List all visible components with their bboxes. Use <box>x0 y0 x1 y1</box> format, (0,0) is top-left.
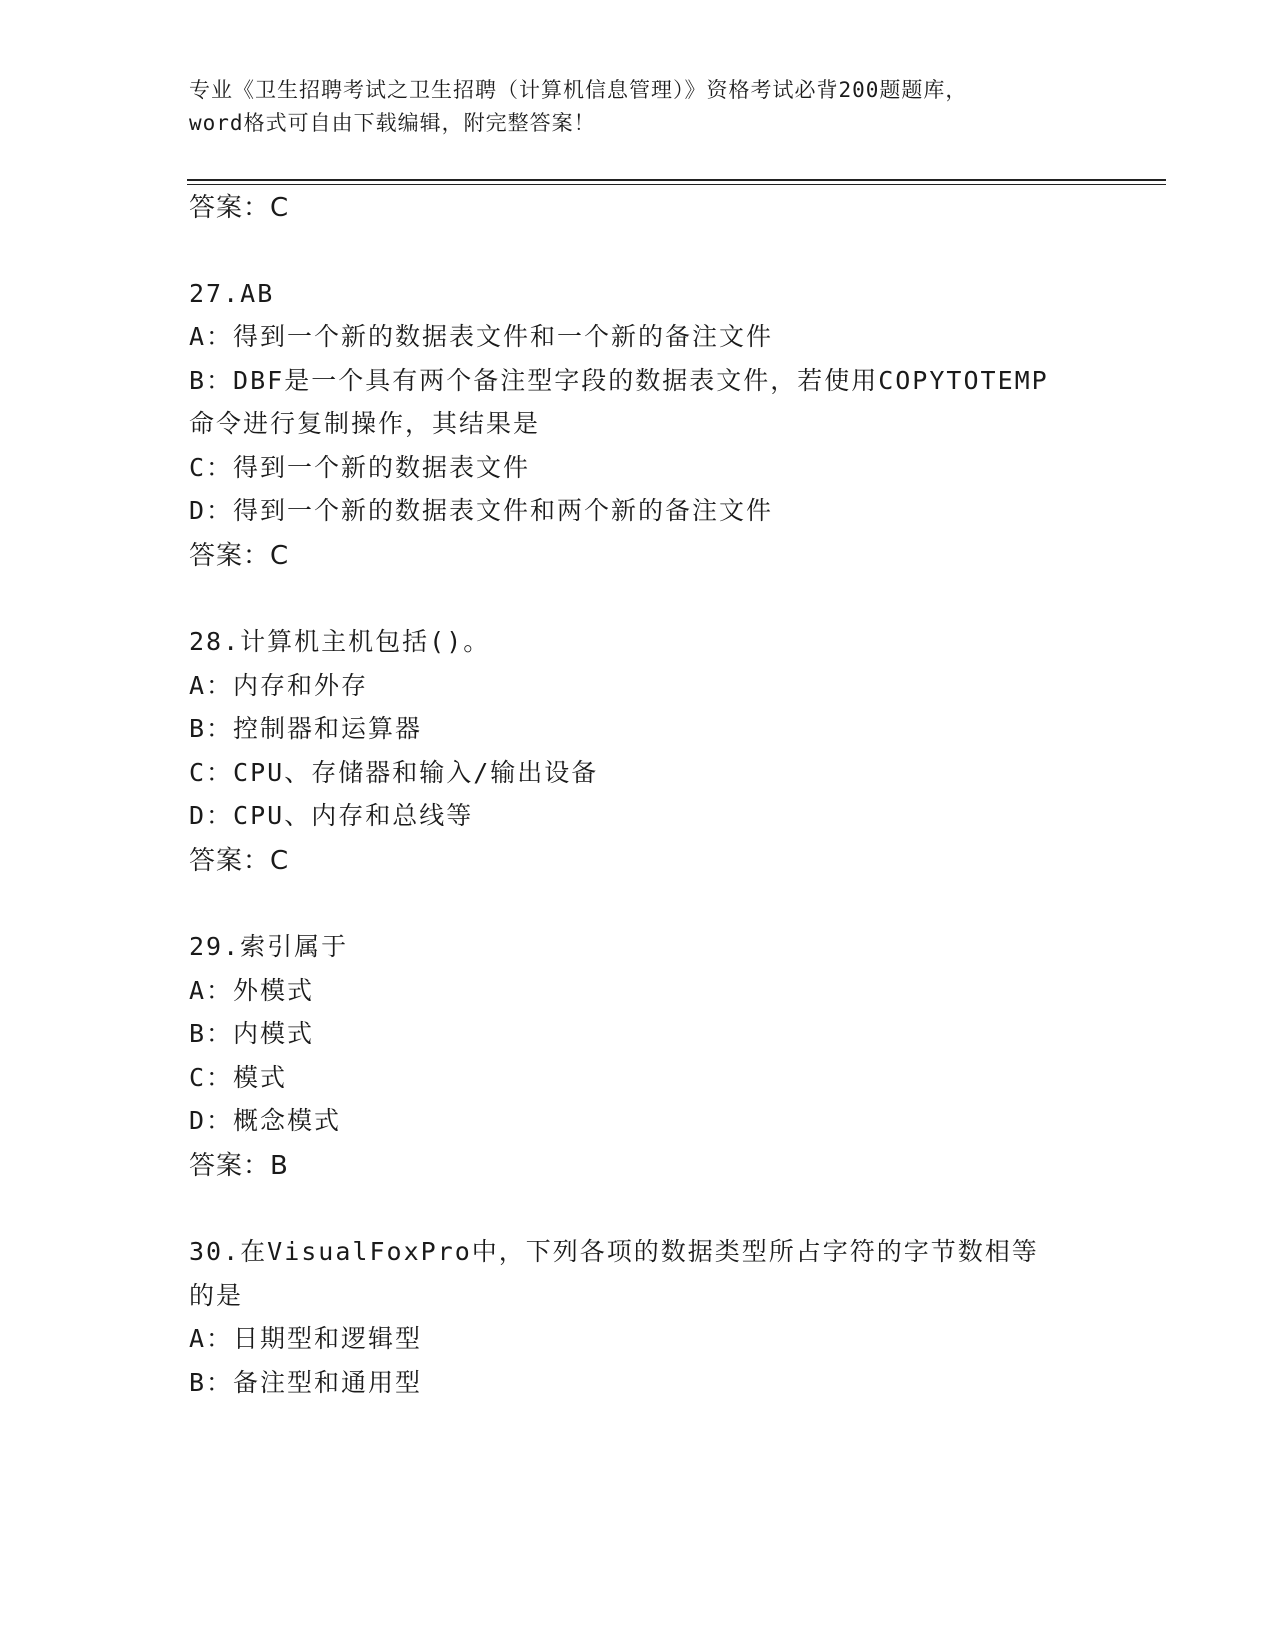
header-divider-thin <box>187 184 1166 185</box>
question-27-answer: 答案：C <box>189 541 290 571</box>
question-27-option-c: C：得到一个新的数据表文件 <box>189 453 531 482</box>
question-28-option-b: B：控制器和运算器 <box>189 714 423 743</box>
document-header <box>189 74 1089 140</box>
question-29-option-b: B：内模式 <box>189 1019 315 1048</box>
header-line-1: 专业《卫生招聘考试之卫生招聘（计算机信息管理）》资格考试必背200题题库， <box>189 78 968 102</box>
question-29-option-c: C：模式 <box>189 1063 288 1092</box>
question-28-answer: 答案：C <box>189 846 290 876</box>
question-27-option-b-line1: B：DBF是一个具有两个备注型字段的数据表文件，若使用COPYTOTEMP <box>189 366 1049 395</box>
header-line-2: word格式可自由下载编辑，附完整答案！ <box>189 111 596 135</box>
question-30-option-a: A：日期型和逻辑型 <box>189 1324 423 1353</box>
question-28-option-d: D：CPU、内存和总线等 <box>189 801 474 830</box>
header-divider-thick <box>187 179 1166 181</box>
question-27-title: 27.AB <box>189 279 275 308</box>
question-28-option-c: C：CPU、存储器和输入/输出设备 <box>189 758 599 787</box>
answer-prev: 答案：C <box>189 193 290 223</box>
question-28-option-a: A：内存和外存 <box>189 671 369 700</box>
question-27-option-b-line2: 命令进行复制操作，其结果是 <box>189 409 541 438</box>
question-28-title: 28.计算机主机包括()。 <box>189 627 491 656</box>
question-29-option-a: A：外模式 <box>189 976 315 1005</box>
question-30-option-b: B：备注型和通用型 <box>189 1368 423 1397</box>
question-27-option-d: D：得到一个新的数据表文件和两个新的备注文件 <box>189 496 774 525</box>
question-30-title-line1: 30.在VisualFoxPro中，下列各项的数据类型所占字符的字节数相等 <box>189 1237 1039 1266</box>
question-29-option-d: D：概念模式 <box>189 1106 342 1135</box>
question-29-answer: 答案：B <box>189 1151 289 1181</box>
question-30-title-line2: 的是 <box>189 1281 244 1310</box>
question-27-option-a: A：得到一个新的数据表文件和一个新的备注文件 <box>189 322 774 351</box>
question-29-title: 29.索引属于 <box>189 932 349 961</box>
